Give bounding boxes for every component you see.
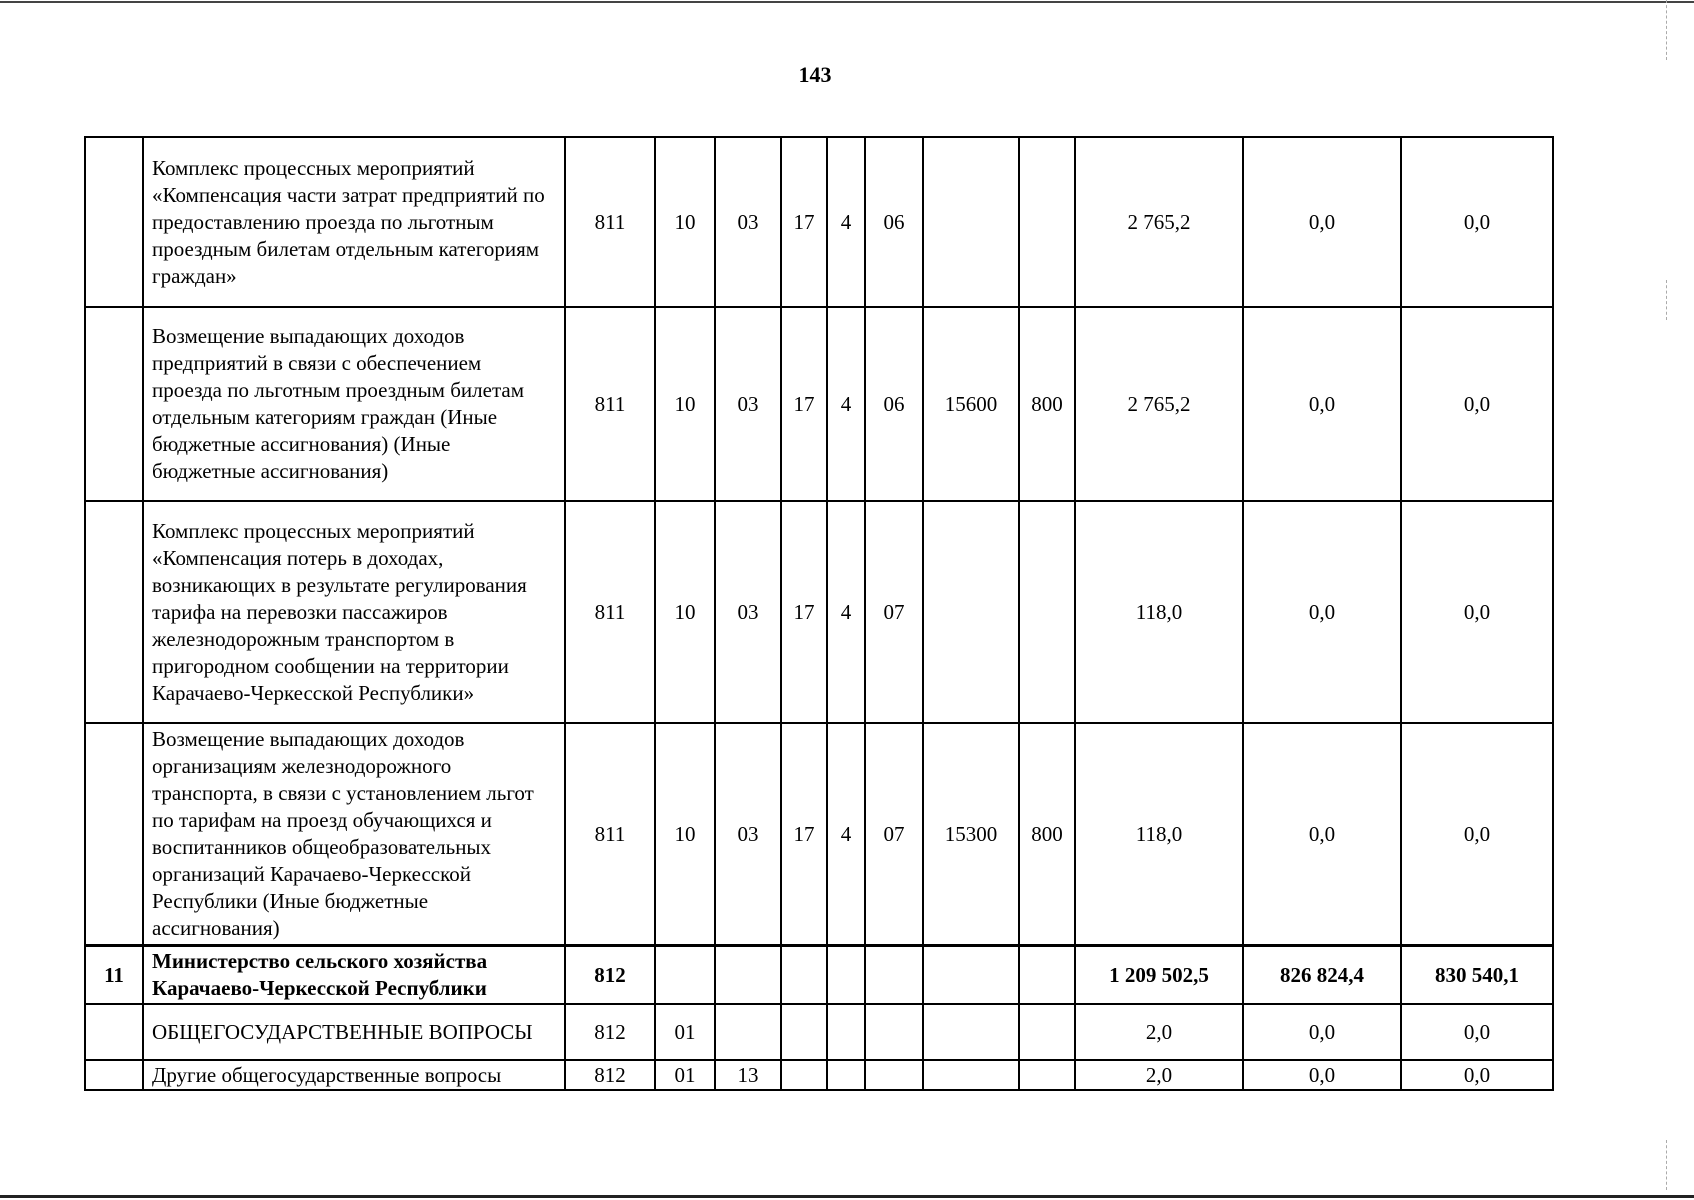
code-structure — [865, 1004, 923, 1060]
row-name: ОБЩЕГОСУДАРСТВЕННЫЕ ВОПРОСЫ — [143, 1004, 565, 1060]
code-structure — [865, 1060, 923, 1090]
scan-edge-mark — [1666, 0, 1667, 60]
code-subsection: 03 — [715, 501, 781, 723]
code-ministry: 811 — [565, 723, 655, 946]
scan-edge-mark — [1666, 1140, 1667, 1190]
amount-year-2: 826 824,4 — [1243, 946, 1401, 1005]
row-number: 11 — [85, 946, 143, 1005]
code-type — [827, 1004, 865, 1060]
table-row — [85, 1004, 1553, 1060]
table-row — [85, 1060, 1553, 1090]
code-expense-type — [1019, 1060, 1075, 1090]
code-section: 10 — [655, 137, 715, 307]
code-section: 10 — [655, 307, 715, 501]
page-number: 143 — [798, 62, 832, 87]
code-section: 01 — [655, 1060, 715, 1090]
code-structure — [865, 946, 923, 1005]
top-scan-rule — [0, 1, 1694, 3]
code-expense-type: 800 — [1019, 723, 1075, 946]
row-name: Возмещение выпадающих доходов предприятий в связи с обеспечением проезда по льготным проездным билетам отдельным категориям граждан (Иные бюджетные ассигнования) (Иные бюджетные ассигнования) — [143, 307, 565, 501]
row-number — [85, 501, 143, 723]
amount-year-3: 0,0 — [1401, 1060, 1553, 1090]
code-ministry: 811 — [565, 501, 655, 723]
code-program: 17 — [781, 307, 827, 501]
amount-year-2: 0,0 — [1243, 1004, 1401, 1060]
code-program — [781, 946, 827, 1005]
code-program — [781, 1004, 827, 1060]
row-number — [85, 1060, 143, 1090]
code-direction: 15600 — [923, 307, 1019, 501]
code-expense-type — [1019, 946, 1075, 1005]
amount-year-1: 2 765,2 — [1075, 307, 1243, 501]
code-ministry: 811 — [565, 307, 655, 501]
bottom-scan-rule — [0, 1195, 1694, 1198]
code-expense-type — [1019, 137, 1075, 307]
amount-year-3: 0,0 — [1401, 137, 1553, 307]
code-subsection — [715, 946, 781, 1005]
amount-year-1: 2 765,2 — [1075, 137, 1243, 307]
amount-year-2: 0,0 — [1243, 501, 1401, 723]
amount-year-1: 1 209 502,5 — [1075, 946, 1243, 1005]
code-type: 4 — [827, 137, 865, 307]
code-type — [827, 1060, 865, 1090]
code-type — [827, 946, 865, 1005]
code-direction — [923, 137, 1019, 307]
code-subsection: 13 — [715, 1060, 781, 1090]
code-ministry: 812 — [565, 946, 655, 1005]
code-expense-type: 800 — [1019, 307, 1075, 501]
code-program: 17 — [781, 501, 827, 723]
code-ministry: 812 — [565, 1060, 655, 1090]
code-type: 4 — [827, 307, 865, 501]
row-number — [85, 723, 143, 946]
table-row-ministry-total — [85, 946, 1553, 1005]
scan-edge-mark — [1666, 280, 1667, 320]
table-row — [85, 723, 1553, 946]
amount-year-1: 2,0 — [1075, 1060, 1243, 1090]
amount-year-2: 0,0 — [1243, 723, 1401, 946]
code-direction — [923, 946, 1019, 1005]
code-expense-type — [1019, 501, 1075, 723]
code-type: 4 — [827, 501, 865, 723]
row-number — [85, 137, 143, 307]
row-number — [85, 307, 143, 501]
code-ministry: 811 — [565, 137, 655, 307]
row-name: Министерство сельского хозяйства Карачаево-Черкесской Республики — [143, 946, 565, 1005]
row-name: Комплекс процессных мероприятий «Компенсация части затрат предприятий по предоставлению проезда по льготным проездным билетам отдельным категориям граждан» — [143, 137, 565, 307]
code-subsection — [715, 1004, 781, 1060]
code-structure: 06 — [865, 307, 923, 501]
table-row — [85, 307, 1553, 501]
code-program — [781, 1060, 827, 1090]
row-name: Возмещение выпадающих доходов организациям железнодорожного транспорта, в связи с установлением льгот по тарифам на проезд обучающихся и воспитанников общеобразовательных организаций Карачаево-Черкесской Республики (Иные бюджетные ассигнования) — [143, 723, 565, 946]
code-program: 17 — [781, 723, 827, 946]
amount-year-3: 830 540,1 — [1401, 946, 1553, 1005]
amount-year-3: 0,0 — [1401, 723, 1553, 946]
code-direction — [923, 501, 1019, 723]
code-structure: 07 — [865, 723, 923, 946]
code-direction: 15300 — [923, 723, 1019, 946]
amount-year-2: 0,0 — [1243, 307, 1401, 501]
code-expense-type — [1019, 1004, 1075, 1060]
budget-table — [84, 136, 1554, 1091]
code-section: 01 — [655, 1004, 715, 1060]
amount-year-1: 2,0 — [1075, 1004, 1243, 1060]
row-number — [85, 1004, 143, 1060]
amount-year-2: 0,0 — [1243, 1060, 1401, 1090]
code-ministry: 812 — [565, 1004, 655, 1060]
code-type: 4 — [827, 723, 865, 946]
amount-year-3: 0,0 — [1401, 307, 1553, 501]
code-subsection: 03 — [715, 137, 781, 307]
amount-year-3: 0,0 — [1401, 501, 1553, 723]
code-section: 10 — [655, 501, 715, 723]
amount-year-1: 118,0 — [1075, 723, 1243, 946]
code-structure: 07 — [865, 501, 923, 723]
code-program: 17 — [781, 137, 827, 307]
code-subsection: 03 — [715, 723, 781, 946]
amount-year-2: 0,0 — [1243, 137, 1401, 307]
code-direction — [923, 1004, 1019, 1060]
code-section — [655, 946, 715, 1005]
code-subsection: 03 — [715, 307, 781, 501]
code-section: 10 — [655, 723, 715, 946]
code-structure: 06 — [865, 137, 923, 307]
row-name: Комплекс процессных мероприятий «Компенсация потерь в доходах, возникающих в результате регулирования тарифа на перевозки пассажиров железнодорожным транспортом в пригородном сообщении на территории Карачаево-Черкесской Республики» — [143, 501, 565, 723]
amount-year-3: 0,0 — [1401, 1004, 1553, 1060]
code-direction — [923, 1060, 1019, 1090]
table-row — [85, 137, 1553, 307]
row-name: Другие общегосударственные вопросы — [143, 1060, 565, 1090]
amount-year-1: 118,0 — [1075, 501, 1243, 723]
table-row — [85, 501, 1553, 723]
